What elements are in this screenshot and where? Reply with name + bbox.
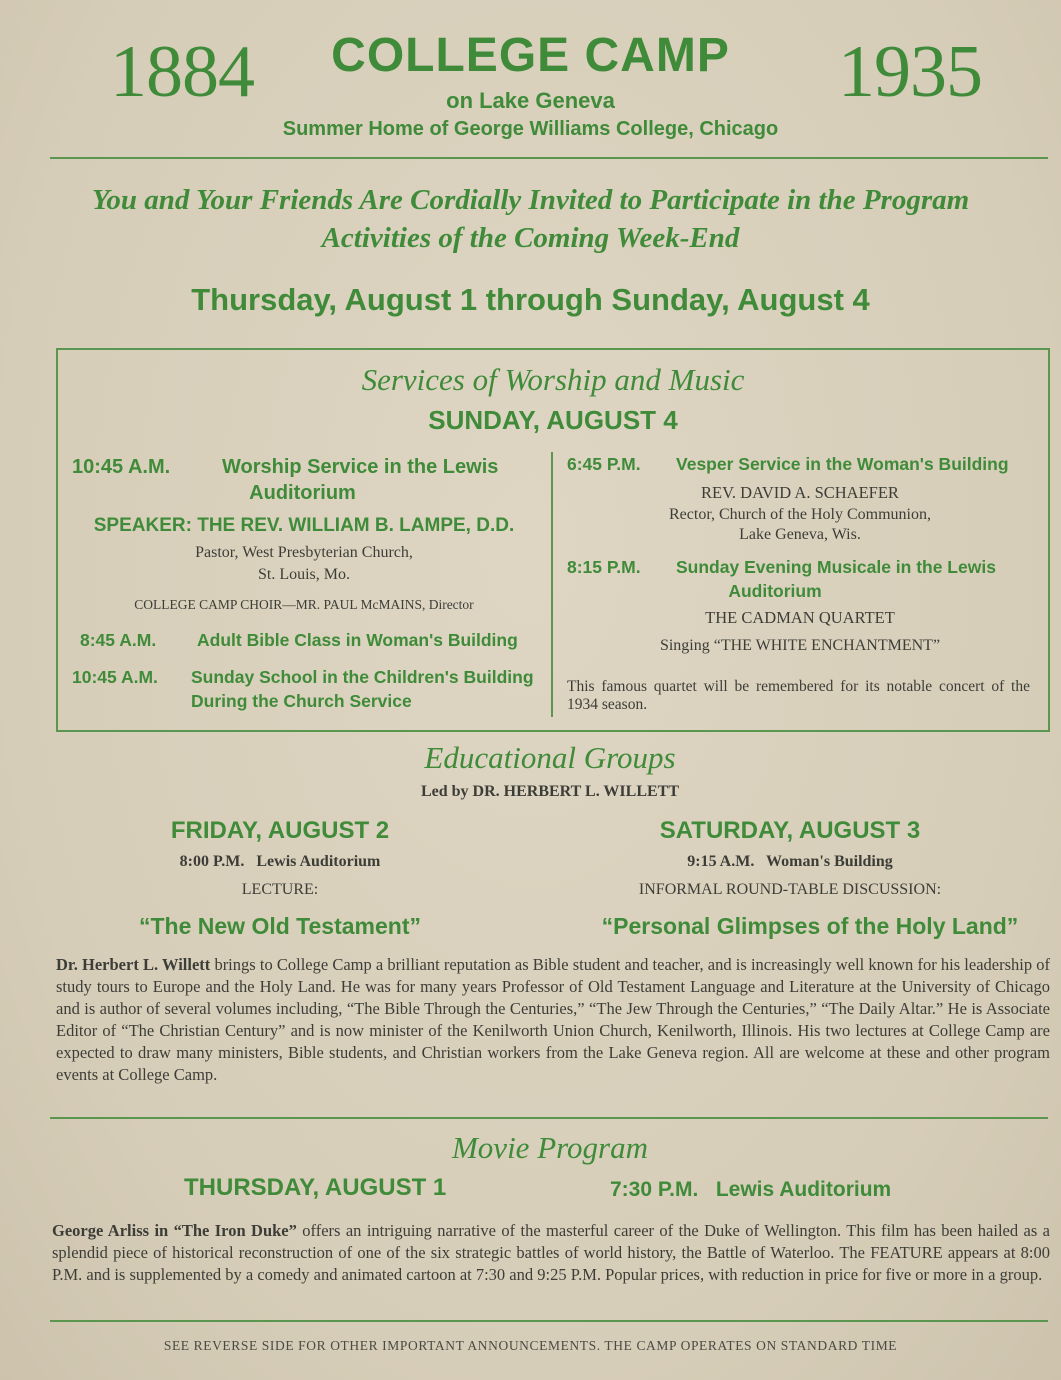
musicale-time: 8:15 P.M. <box>567 557 641 577</box>
year-left: 1884 <box>110 31 254 113</box>
vesper-speaker: REV. DAVID A. SCHAEFER <box>701 483 899 502</box>
bible-class-event: Adult Bible Class in Woman's Building <box>197 630 518 650</box>
movie-lead: George Arliss in “The Iron Duke” <box>52 1221 297 1240</box>
educational-title: Educational Groups <box>424 740 676 775</box>
friday-date: FRIDAY, AUGUST 2 <box>170 817 390 844</box>
friday-kind: LECTURE: <box>241 881 319 898</box>
divider-rule <box>50 1320 1048 1322</box>
vesper-event: Vesper Service in the Woman's Building <box>676 454 1009 474</box>
worship-event: Worship Service in the Lewis <box>222 456 499 478</box>
tagline: Summer Home of George Williams College, Chicago <box>282 118 779 140</box>
performer-song: Singing “THE WHITE ENCHANTMENT” <box>659 637 941 654</box>
saturday-topic: “Personal Glimpses of the Holy Land” <box>601 913 1019 939</box>
divider-rule <box>50 1117 1048 1119</box>
worship-event-cont: Auditorium <box>249 482 356 504</box>
worship-date: SUNDAY, AUGUST 4 <box>428 405 678 435</box>
sunday-school-event-cont: During the Church Service <box>191 691 412 711</box>
speaker-detail: St. Louis, Mo. <box>257 566 350 583</box>
invitation-line-2: Activities of the Coming Week-End <box>321 222 740 254</box>
vesper-time: 6:45 P.M. <box>567 454 641 474</box>
choir-line: COLLEGE CAMP CHOIR—MR. PAUL McMAINS, Director <box>134 597 474 612</box>
speaker-name: SPEAKER: THE REV. WILLIAM B. LAMPE, D.D. <box>93 515 515 536</box>
movie-date: THURSDAY, AUGUST 1 <box>184 1174 447 1201</box>
musicale-event-cont: Auditorium <box>728 581 822 601</box>
worship-title: Services of Worship and Music <box>361 362 745 397</box>
column-divider <box>551 452 553 717</box>
movie-body: offers an intriguing narrative of the masterful career of the Duke of Wellington. This film has been hailed as a splendid piece of historical reconstruction of one of the six strategic battles of world history, the Battle of Waterloo. The FEATURE appears at 8:00 P.M. and is supplemented by a comedy and animated cartoon at 7:30 and 9:25 P.M. Popular prices, with reduction in price for five or more in a group. <box>52 1221 1050 1284</box>
musicale-event: Sunday Evening Musicale in the Lewis <box>676 557 996 577</box>
movie-description <box>52 1220 1050 1286</box>
quartet-note: This famous quartet will be remembered for its notable concert of the 1934 season. <box>567 678 1030 713</box>
invitation-line-1: You and Your Friends Are Cordially Invited to Participate in the Program <box>91 184 970 216</box>
bible-class-time: 8:45 A.M. <box>80 630 157 650</box>
page-title: COLLEGE CAMP <box>331 29 730 82</box>
movie-title: Movie Program <box>451 1130 648 1165</box>
divider-rule <box>50 157 1048 159</box>
sunday-school-time: 10:45 A.M. <box>72 667 158 687</box>
willett-bio <box>56 954 1050 1086</box>
performer: THE CADMAN QUARTET <box>705 608 895 627</box>
vesper-speaker-detail: Rector, Church of the Holy Communion, <box>669 506 931 523</box>
event-dates: Thursday, August 1 through Sunday, August 4 <box>191 282 870 317</box>
saturday-date: SATURDAY, AUGUST 3 <box>659 817 921 844</box>
subtitle: on Lake Geneva <box>446 88 615 113</box>
sunday-school-event: Sunday School in the Children's Building <box>191 667 534 687</box>
saturday-kind: INFORMAL ROUND-TABLE DISCUSSION: <box>638 881 942 898</box>
worship-time: 10:45 A.M. <box>72 456 171 478</box>
footer-note: SEE REVERSE SIDE FOR OTHER IMPORTANT ANNOUNCEMENTS. THE CAMP OPERATES ON STANDARD TIME <box>163 1338 898 1353</box>
educational-leader: Led by DR. HERBERT L. WILLETT <box>420 783 680 800</box>
willett-name: Dr. Herbert L. Willett <box>56 955 211 974</box>
friday-topic: “The New Old Testament” <box>138 913 421 939</box>
year-right: 1935 <box>838 31 982 113</box>
willett-bio-text: brings to College Camp a brilliant reputation as Bible student and teacher, and is increasingly well known for his leadership of study tours to Europe and the Holy Land. He was for many years Professor of Old Testament Language and Literature at the University of Chicago and is author of several volumes including, “The Bible Through the Centuries,” “The Jew Through the Centuries,” “The Daily Altar.” He is Associate Editor of “The Christian Century” and is now minister of the Kenilworth Union Church, Kenilworth, Illinois. His two lectures at College Camp are expected to draw many ministers, Bible students, and Christian workers from the Lake Geneva region. All are welcome at these and other program events at College Camp. <box>56 955 1050 1084</box>
movie-time-place: 7:30 P.M. Lewis Auditorium <box>610 1178 892 1201</box>
vesper-speaker-detail: Lake Geneva, Wis. <box>739 526 861 543</box>
speaker-detail: Pastor, West Presbyterian Church, <box>195 544 413 561</box>
friday-time-place: 8:00 P.M. Lewis Auditorium <box>179 853 381 870</box>
saturday-time-place: 9:15 A.M. Woman's Building <box>687 853 893 870</box>
